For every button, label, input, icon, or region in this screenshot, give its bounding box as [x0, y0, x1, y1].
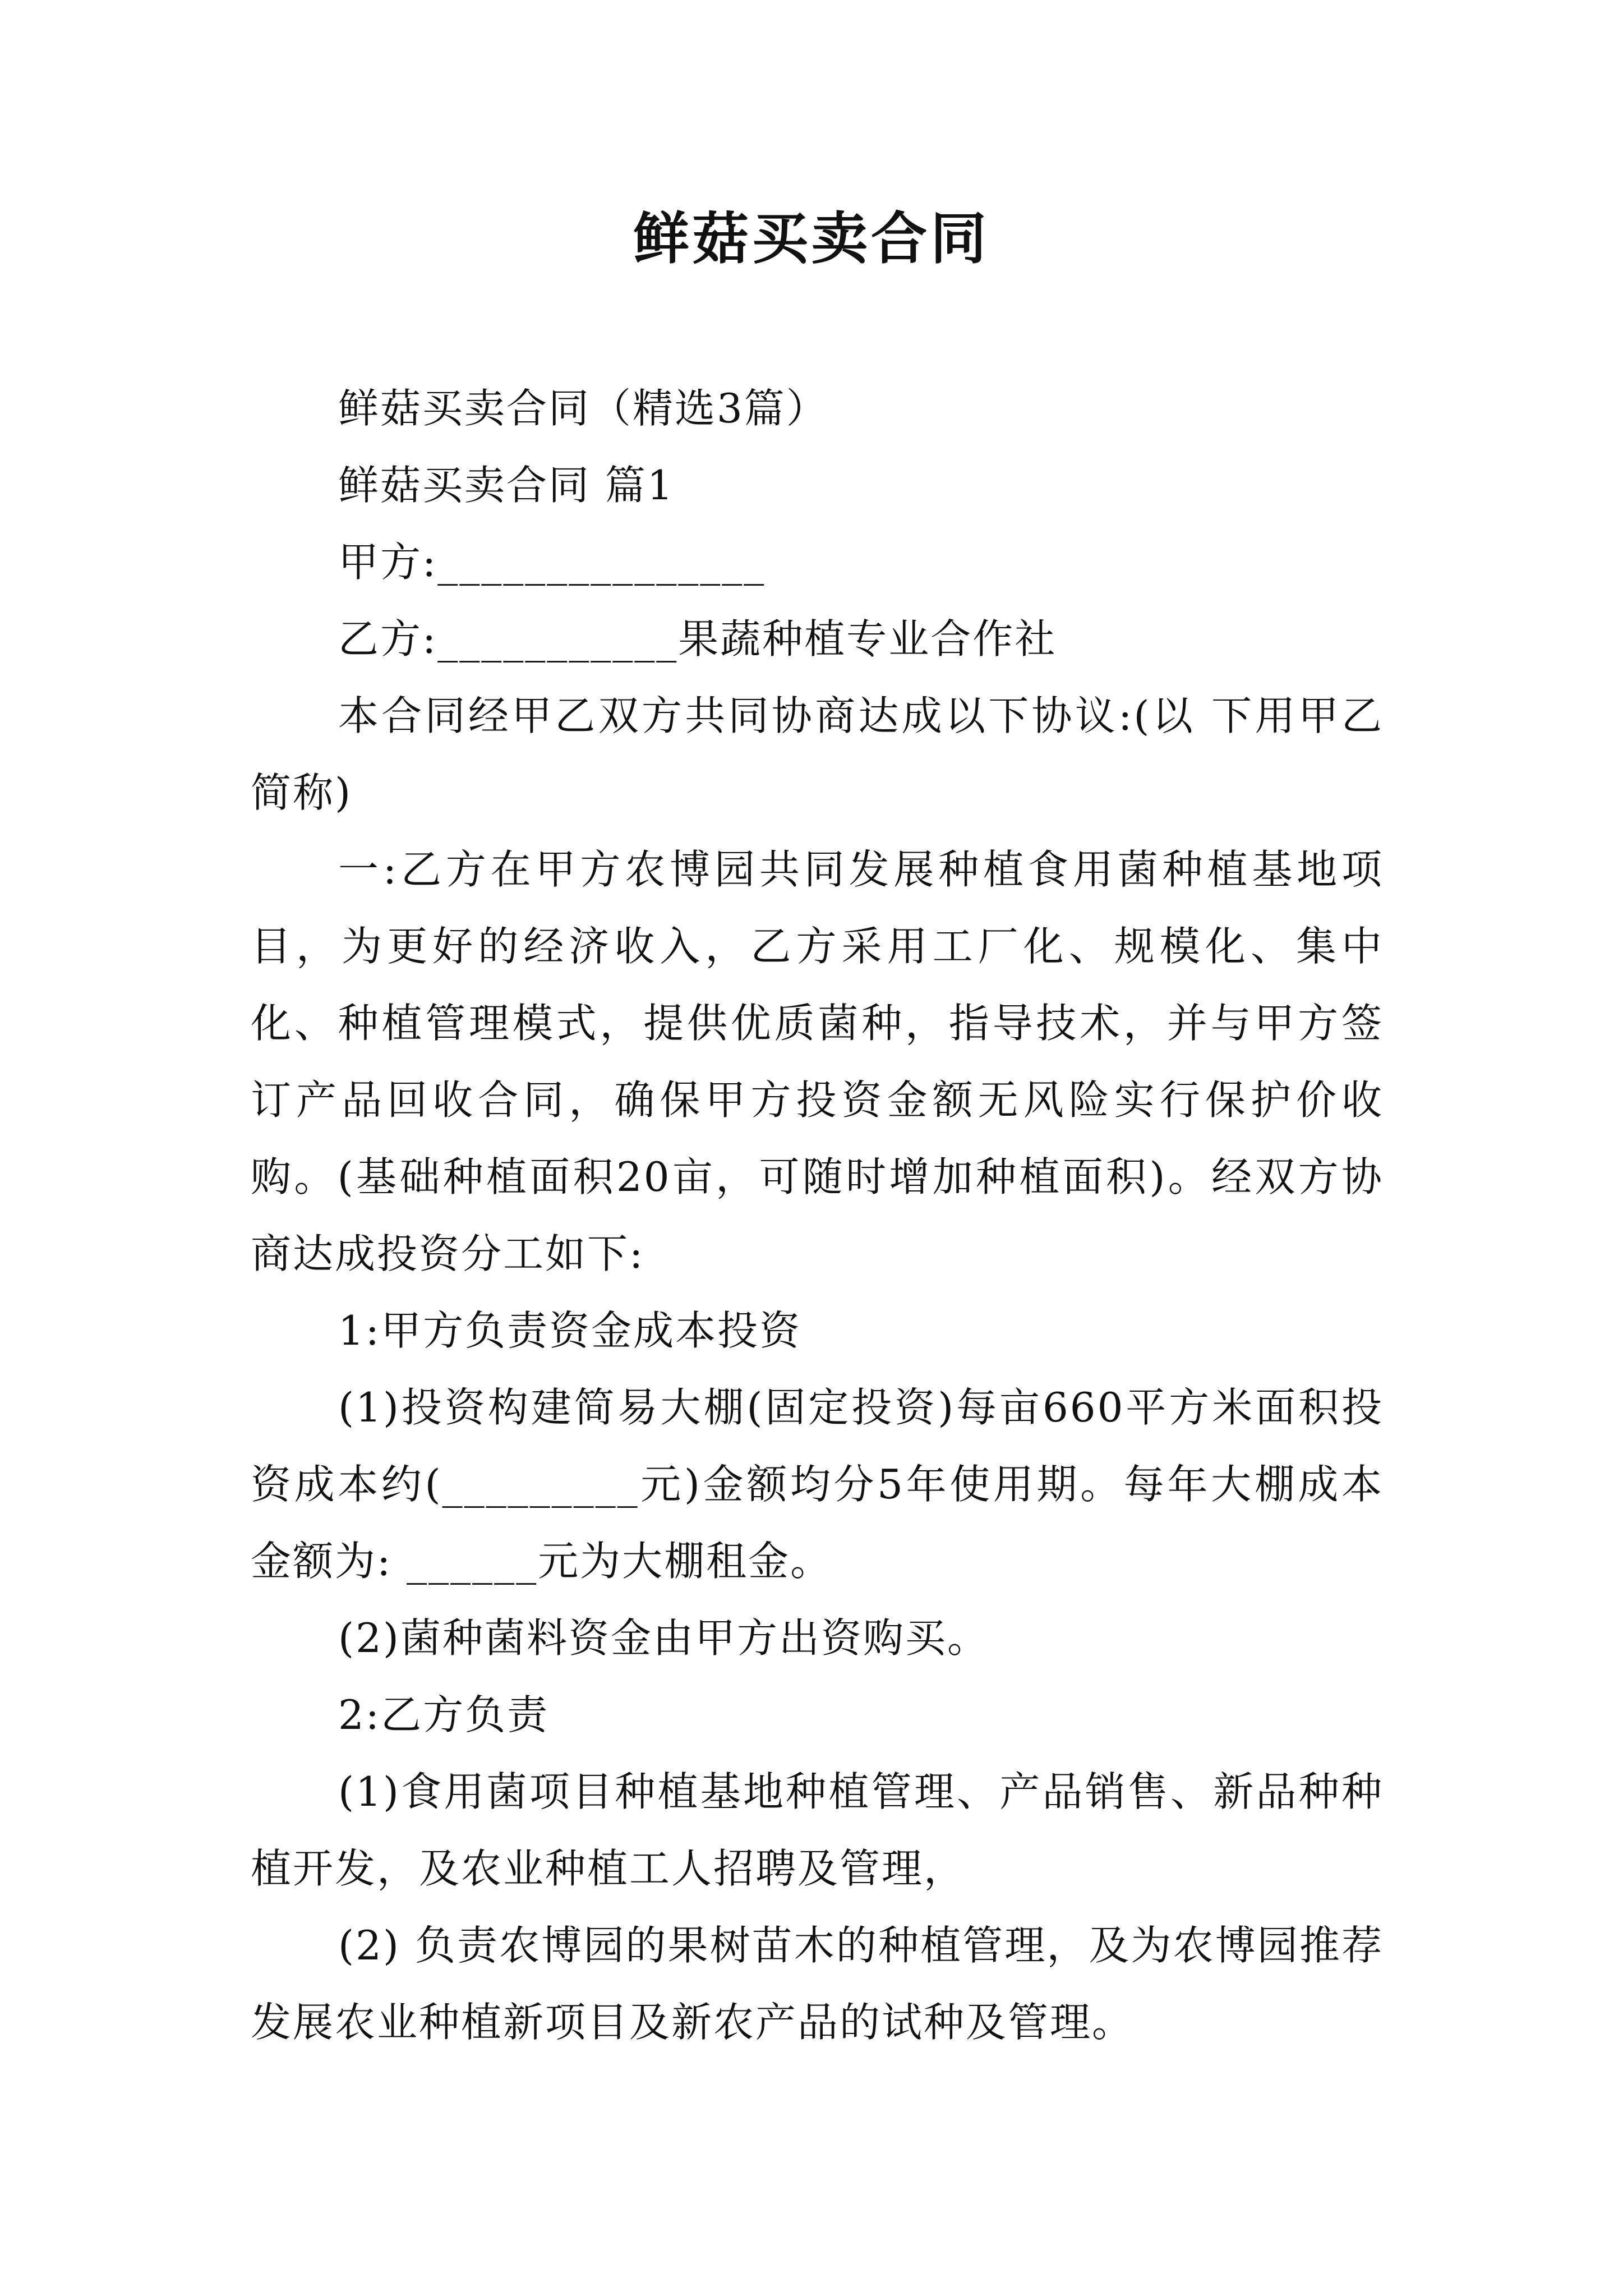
document-title: 鲜菇买卖合同 — [633, 205, 990, 272]
document-body — [251, 370, 1384, 2061]
paragraph-subtitle: 鲜菇买卖合同（精选3篇） — [338, 385, 828, 432]
paragraph-section-heading: 鲜菇买卖合同 篇1 — [338, 462, 675, 509]
paragraph-party-a-duty: 1:甲方负责资金成本投资 — [338, 1307, 802, 1354]
paragraph-party-a: 甲方:_______________ — [338, 539, 766, 586]
paragraph-greenhouse-investment: (1)投资构建简易大棚(固定投资)每亩660平方米面积投资成本约(_________元)金额均分5年使用期。每年大棚成本金额为: ______元为大棚租金。 — [251, 1384, 1384, 1585]
paragraph-orchard-management: (2) 负责农博园的果树苗木的种植管理，及为农博园推荐发展农业种植新项目及新农产品的试种及管理。 — [251, 1922, 1384, 2046]
paragraph-spawn-funding: (2)菌种菌料资金由甲方出资购买。 — [338, 1614, 989, 1662]
paragraph-planting-management: (1)食用菌项目种植基地种植管理、产品销售、新品种种植开发，及农业种植工人招聘及管理， — [251, 1768, 1384, 1892]
paragraph-agreement-intro: 本合同经甲乙双方共同协商达成以下协议:(以 下用甲乙简称) — [251, 692, 1384, 816]
paragraph-clause-one: 一:乙方在甲方农博园共同发展种植食用菌种植基地项目，为更好的经济收入，乙方采用工厂化、规模化、集中化、种植管理模式，提供优质菌种，指导技术，并与甲方签订产品回收合同，确保甲方投资金额无风险实行保护价收购。(基础种植面积20亩，可随时增加种植面积)。经双方协商达成投资分工如下: — [251, 846, 1384, 1277]
paragraph-party-b-duty: 2:乙方负责 — [338, 1691, 550, 1738]
paragraph-party-b: 乙方:___________果蔬种植专业合作社 — [338, 615, 1057, 662]
